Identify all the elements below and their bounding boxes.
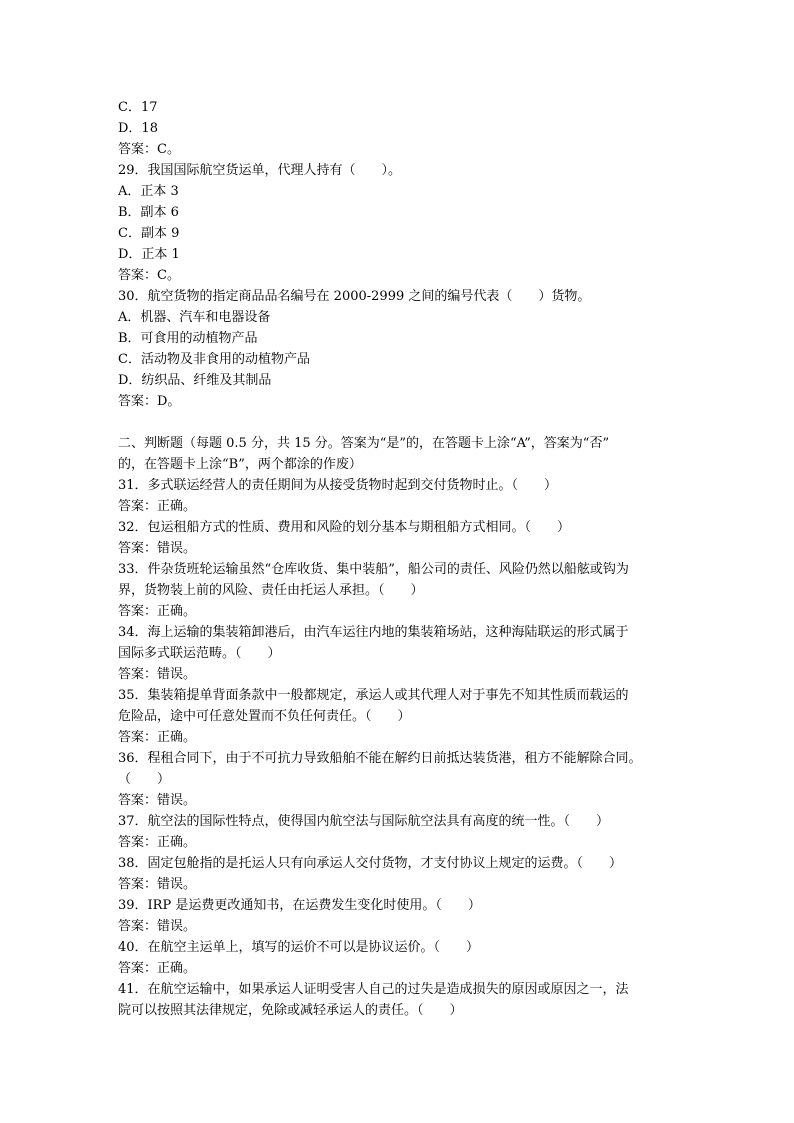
question-33-line-1: 33．件杂货班轮运输虽然“仓库收货、集中装船”，船公司的责任、风险仍然以船舷或钩为: [118, 562, 629, 577]
answer-33: 答案：正确。: [118, 604, 197, 619]
question-41-line-1: 41．在航空运输中，如果承运人证明受害人自己的过失是造成损失的原因或原因之一，法: [118, 982, 629, 997]
question-30-option-a: A．机器、汽车和电器设备: [118, 310, 271, 325]
question-40: 40．在航空主运单上，填写的运价不可以是协议运价。（ ）: [118, 940, 480, 955]
question-34-line-1: 34．海上运输的集装箱卸港后，由汽车运往内地的集装箱场站，这种海陆联运的形式属于: [118, 625, 629, 640]
answer-31: 答案：正确。: [118, 499, 197, 514]
question-35-line-1: 35．集装箱提单背面条款中一般都规定，承运人或其代理人对于事先不知其性质而载运的: [118, 688, 629, 703]
answer-29: 答案：C。: [118, 268, 180, 283]
answer-32: 答案：错误。: [118, 541, 197, 556]
question-37: 37．航空法的国际性特点，使得国内航空法与国际航空法具有高度的统一性。（ ）: [118, 814, 610, 829]
question-30-option-d: D．纺织品、纤维及其制品: [118, 373, 272, 388]
question-31: 31．多式联运经营人的责任期间为从接受货物时起到交付货物时止。（ ）: [118, 478, 558, 493]
question-36-line-1: 36．程租合同下，由于不可抗力导致船舶不能在解约日前抵达装货港，租方不能解除合同。: [118, 751, 642, 766]
question-32: 32．包运租船方式的性质、费用和风险的划分基本与期租船方式相同。（ ）: [118, 520, 571, 535]
question-33-line-2: 界，货物装上前的风险、责任由托运人承担。（ ）: [118, 583, 424, 598]
answer-37: 答案：正确。: [118, 835, 197, 850]
answer-30: 答案：D。: [118, 394, 181, 409]
answer-34: 答案：错误。: [118, 667, 197, 682]
question-29: 29．我国国际航空货运单，代理人持有（ ）。: [118, 163, 402, 178]
question-35-line-2: 危险品，途中可任意处置而不负任何责任。（ ）: [118, 709, 411, 724]
question-30-option-b: B．可食用的动植物产品: [118, 331, 258, 346]
answer-40: 答案：正确。: [118, 961, 197, 976]
blank-line: [118, 412, 678, 433]
question-38: 38．固定包舱指的是托运人只有向承运人交付货物，才支付协议上规定的运费。（ ）: [118, 856, 623, 871]
option-d: D．18: [118, 121, 158, 136]
question-39: 39．IRP 是运费更改通知书，在运费发生变化时使用。（ ）: [118, 898, 481, 913]
section-heading-line-1: 二、判断题（每题 0.5 分，共 15 分。答案为“是”的，在答题卡上涂“A”，答案为“否”: [118, 436, 610, 451]
question-41-line-2: 院可以按照其法律规定，免除或减轻承运人的责任。（ ）: [118, 1003, 463, 1018]
option-c: C．17: [118, 100, 158, 115]
question-29-option-a: A．正本 3: [118, 184, 179, 199]
answer-35: 答案：正确。: [118, 730, 197, 745]
question-29-option-c: C．副本 9: [118, 226, 180, 241]
answer-36: 答案：错误。: [118, 793, 197, 808]
answer-39: 答案：错误。: [118, 919, 197, 934]
question-29-option-d: D．正本 1: [118, 247, 180, 262]
answer-38: 答案：错误。: [118, 877, 197, 892]
question-34-line-2: 国际多式联运范畴。（ ）: [118, 646, 281, 661]
question-30: 30．航空货物的指定商品品名编号在 2000-2999 之间的编号代表（ ）货物。: [118, 289, 591, 304]
answer-28: 答案：C。: [118, 142, 180, 157]
question-29-option-b: B．副本 6: [118, 205, 179, 220]
document-page: [118, 97, 678, 1021]
section-heading-line-2: 的，在答题卡上涂“B”，两个都涂的作废）: [118, 457, 362, 472]
question-30-option-c: C．活动物及非食用的动植物产品: [118, 352, 310, 367]
question-36-line-2: （ ）: [118, 772, 171, 787]
